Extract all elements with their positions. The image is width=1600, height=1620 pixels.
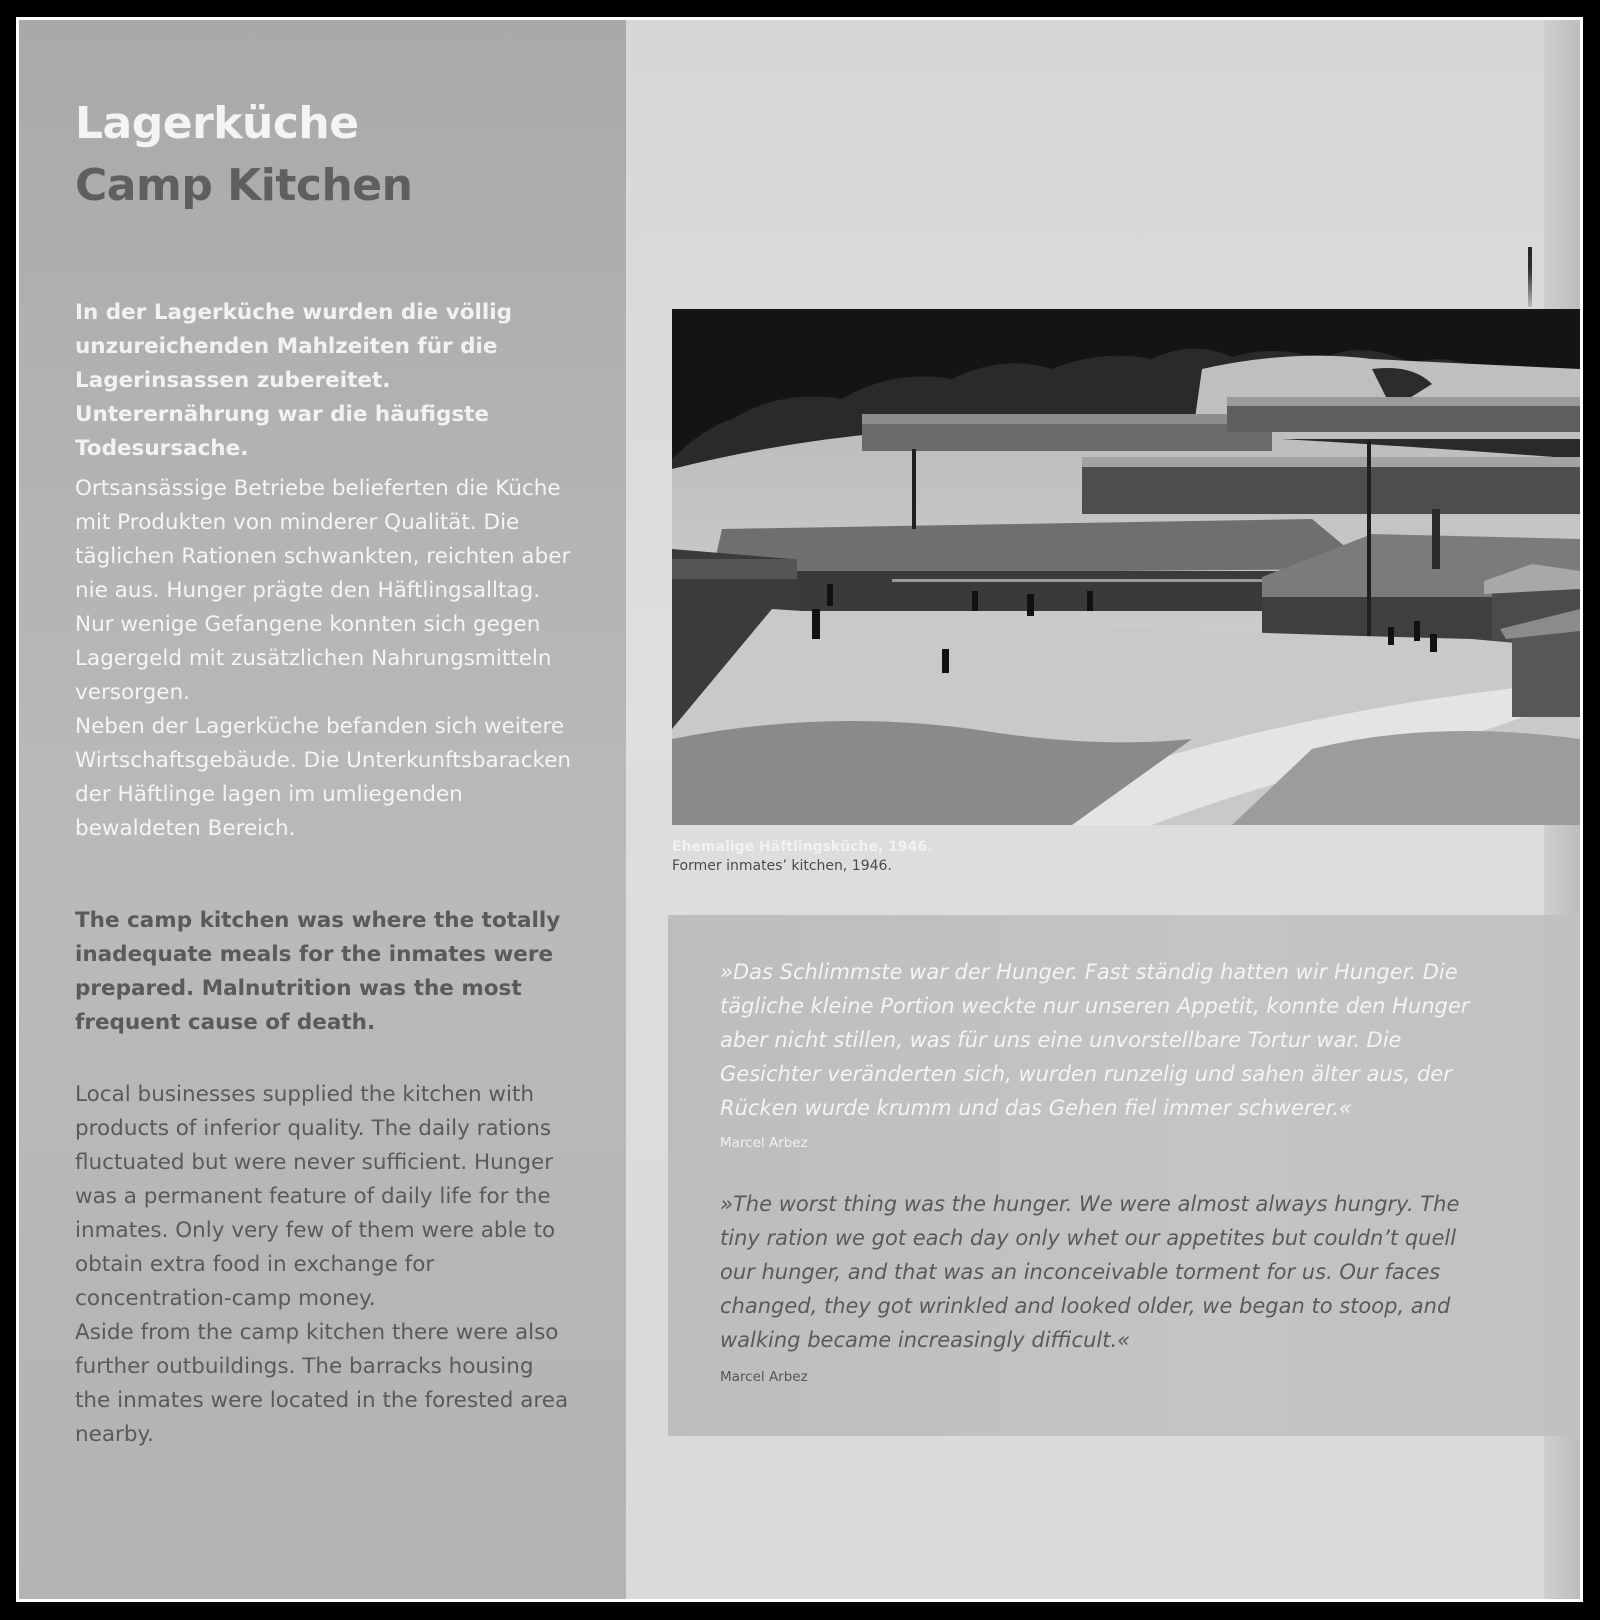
german-lead-text: In der Lagerküche wurden die völlig unzureichenden Mahlzeiten für die Lagerinsassen zubereitet. Unterernährung war die häufigste Todesursache. bbox=[75, 300, 513, 461]
left-text-column bbox=[19, 20, 626, 1599]
english-body-paragraph-1: Local businesses supplied the kitchen with products of inferior quality. The daily rations fluctuated but were never sufficient. Hunger was a permanent feature of daily life for the inmates. Only very few of them were able to obtain extra food in exchange for concentration-camp money. bbox=[75, 1082, 556, 1311]
german-body-paragraph-2: Neben der Lagerküche befanden sich weitere Wirtschaftsgebäude. Die Unterkunftsbaracken der Häftlinge lagen im umliegenden bewaldeten Bereich. bbox=[75, 714, 572, 841]
exhibition-panel bbox=[19, 20, 1580, 1599]
german-body bbox=[75, 472, 575, 846]
quote-english: »The worst thing was the hunger. We were almost always hungry. The tiny ration we got each day only whet our appetites but couldn’t quell our hunger, and that was an inconceivable torment for us. Our faces changed, they got wrinkled and looked older, we began to stoop, and walking became increasingly difficult.« bbox=[720, 1192, 1460, 1352]
caption-german: Ehemalige Häftlingsküche, 1946. bbox=[672, 839, 933, 855]
german-lead-paragraph bbox=[75, 296, 575, 466]
german-body-paragraph-1: Ortsansässige Betriebe belieferten die Küche mit Produkten von minderer Qualität. Die täglichen Rationen schwankten, reichten aber nie aus. Hunger prägte den Häftlingsalltag. Nur wenige Gefangene konnten sich gegen Lagergeld mit zusätzlichen Nahrungsmitteln versorgen. bbox=[75, 476, 571, 705]
title-german: Lagerküche bbox=[75, 98, 359, 149]
quote-german: »Das Schlimmste war der Hunger. Fast ständig hatten wir Hunger. Die tägliche kleine Portion weckte nur unseren Appetit, konnte den Hunger aber nicht stillen, was für uns eine unvorstellbare Tortur war. Die Gesichter veränderten sich, wurden runzelig und sahen älter aus, der Rücken wurde krumm und das Gehen fiel immer schwerer.« bbox=[720, 960, 1470, 1120]
caption-english: Former inmates’ kitchen, 1946. bbox=[672, 858, 892, 874]
quote-english-author: Marcel Arbez bbox=[720, 1369, 808, 1385]
photo-frame bbox=[16, 17, 1583, 1602]
scratch-mark bbox=[1528, 247, 1532, 307]
english-lead-text: The camp kitchen was where the totally inadequate meals for the inmates were prepared. Malnutrition was the most frequent cause of death. bbox=[75, 908, 561, 1035]
english-lead-paragraph bbox=[75, 904, 575, 1040]
english-body bbox=[75, 1078, 575, 1452]
title-english: Camp Kitchen bbox=[75, 160, 413, 211]
english-body-paragraph-2: Aside from the camp kitchen there were also further outbuildings. The barracks housing the inmates were located in the forested area nearby. bbox=[75, 1320, 569, 1447]
quote-box bbox=[668, 915, 1580, 1436]
quote-german-author: Marcel Arbez bbox=[720, 1135, 808, 1151]
photo-caption bbox=[672, 838, 932, 876]
camp-photo-illustration bbox=[672, 309, 1580, 825]
historic-photo bbox=[672, 309, 1580, 825]
